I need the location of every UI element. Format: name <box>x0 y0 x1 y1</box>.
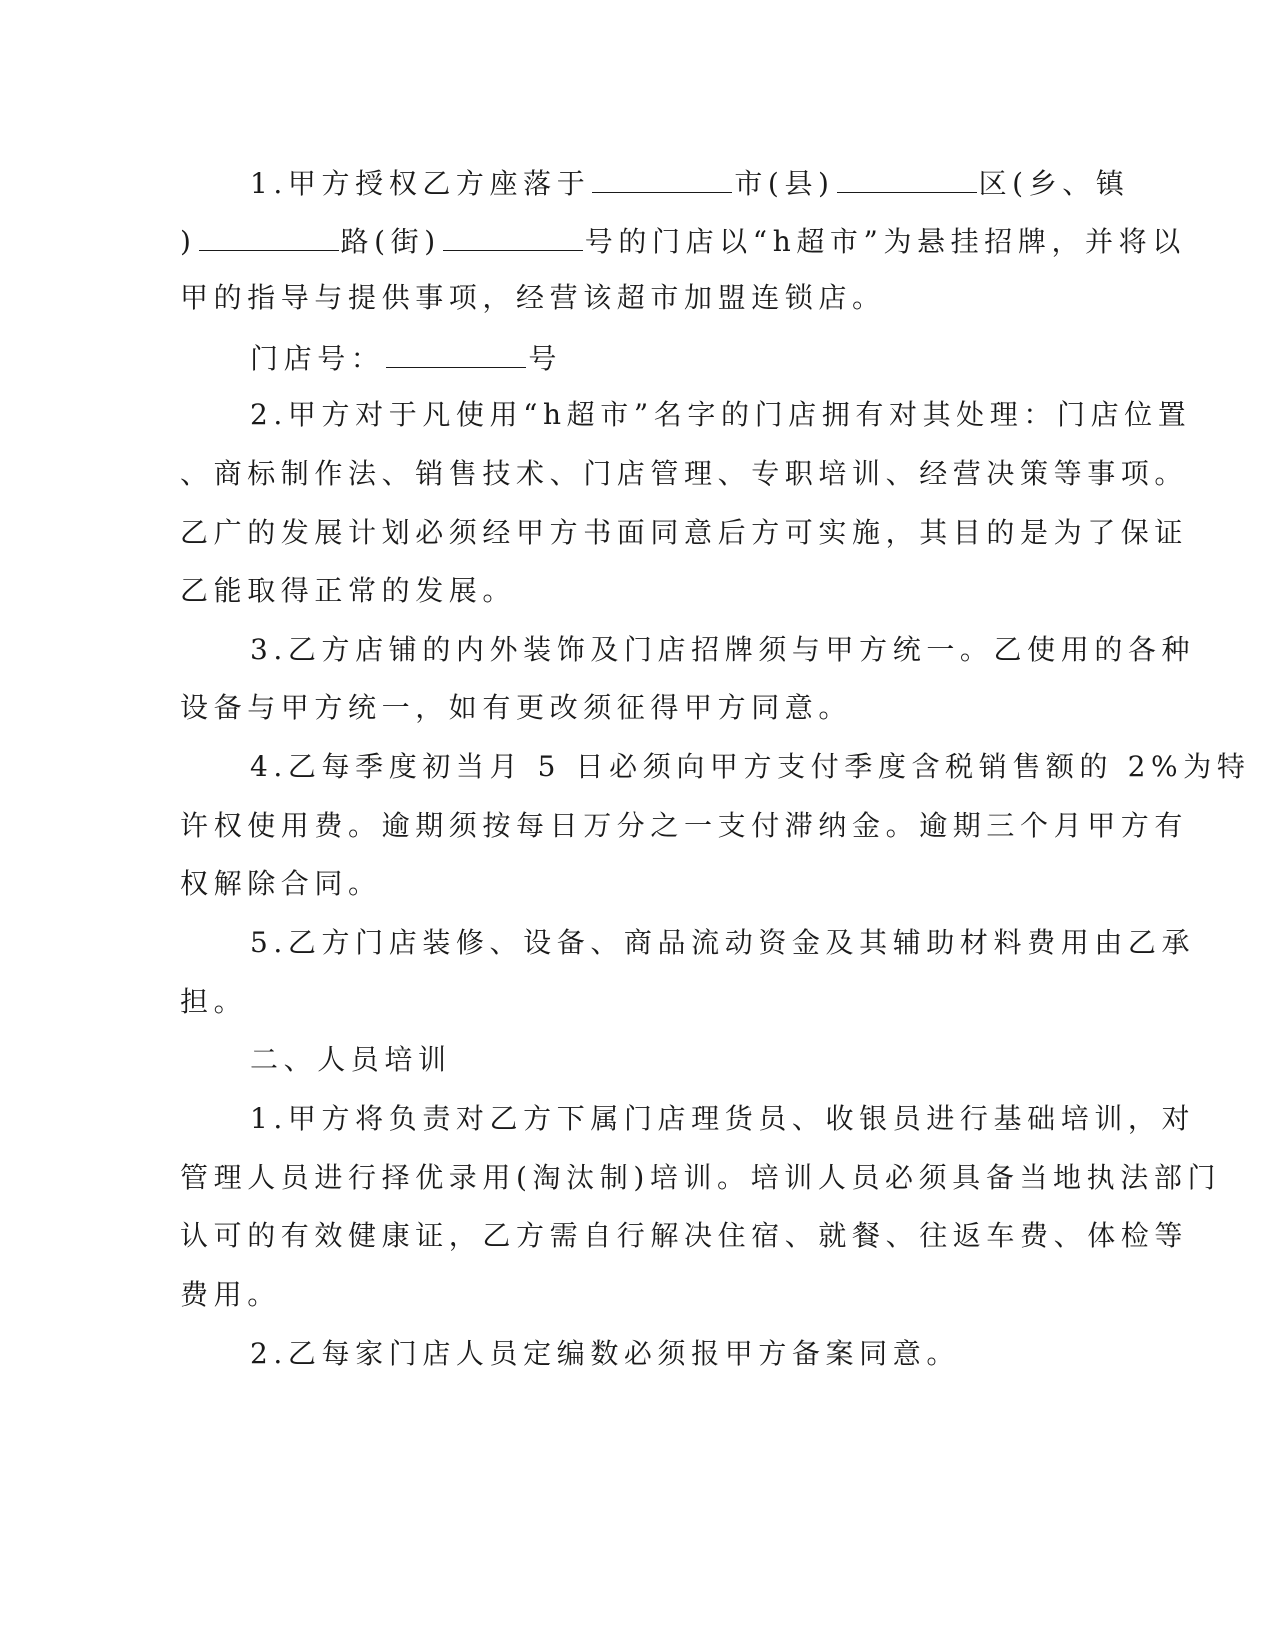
section-heading-training: 二、人员培训 <box>250 1043 452 1076</box>
store-number-label: 门店号： <box>250 342 385 375</box>
clause-2-line-1: 2.甲方对于凡使用“h超市”名字的门店拥有对其处理：门店位置 <box>250 398 1192 431</box>
clause-4-line-1: 4.乙每季度初当月 5 日必须向甲方支付季度含税销售额的 2%为特 <box>250 750 1251 783</box>
training-clause-1-line-2: 管理人员进行择优录用(淘汰制)培训。培训人员必须具备当地执法部门 <box>180 1161 1222 1194</box>
training-clause-1-line-3: 认可的有效健康证，乙方需自行解决住宿、就餐、往返车费、体检等 <box>180 1219 1189 1252</box>
clause-2-line-2: 、商标制作法、销售技术、门店管理、专职培训、经营决策等事项。 <box>180 457 1189 490</box>
district-blank-field[interactable] <box>837 162 977 193</box>
clause-1-line-2 <box>180 220 1186 262</box>
clause-1-text-c: 区(乡、镇 <box>978 167 1130 200</box>
clause-2-line-4: 乙能取得正常的发展。 <box>180 574 517 607</box>
clause-1-text-b: 市(县) <box>734 167 835 200</box>
clause-2-line-3: 乙广的发展计划必须经甲方书面同意后方可实施，其目的是为了保证 <box>180 516 1189 549</box>
clause-3-line-1: 3.乙方店铺的内外装饰及门店招牌须与甲方统一。乙使用的各种 <box>250 633 1196 666</box>
clause-4-line-3: 权解除合同。 <box>180 867 382 900</box>
town-blank-field[interactable] <box>199 220 339 251</box>
clause-1-text-e: 路(街) <box>340 225 441 258</box>
clause-1-line-1 <box>250 162 1130 204</box>
training-clause-1-line-1: 1.甲方将负责对乙方下属门店理货员、收银员进行基础培训，对 <box>250 1102 1196 1135</box>
store-number-blank-field[interactable] <box>386 337 526 368</box>
clause-5-line-2: 担。 <box>180 985 248 1018</box>
street-blank-field[interactable] <box>443 220 583 251</box>
training-clause-2-line-1: 2.乙每家门店人员定编数必须报甲方备案同意。 <box>250 1337 960 1370</box>
clause-3-line-2: 设备与甲方统一，如有更改须征得甲方同意。 <box>180 691 853 724</box>
training-clause-1-line-4: 费用。 <box>180 1278 281 1311</box>
clause-4-line-2: 许权使用费。逾期须按每日万分之一支付滞纳金。逾期三个月甲方有 <box>180 809 1189 842</box>
city-blank-field[interactable] <box>592 162 732 193</box>
clause-1-text-d: ) <box>180 225 197 258</box>
clause-1-text-a: 1.甲方授权乙方座落于 <box>250 167 591 200</box>
clause-5-line-1: 5.乙方门店装修、设备、商品流动资金及其辅助材料费用由乙承 <box>250 926 1196 959</box>
clause-1-line-3: 甲的指导与提供事项，经营该超市加盟连锁店。 <box>180 281 886 314</box>
store-number-line <box>250 337 562 379</box>
store-number-suffix: 号 <box>528 342 563 375</box>
clause-1-text-f: 号的门店以“h超市”为悬挂招牌，并将以 <box>584 225 1186 258</box>
